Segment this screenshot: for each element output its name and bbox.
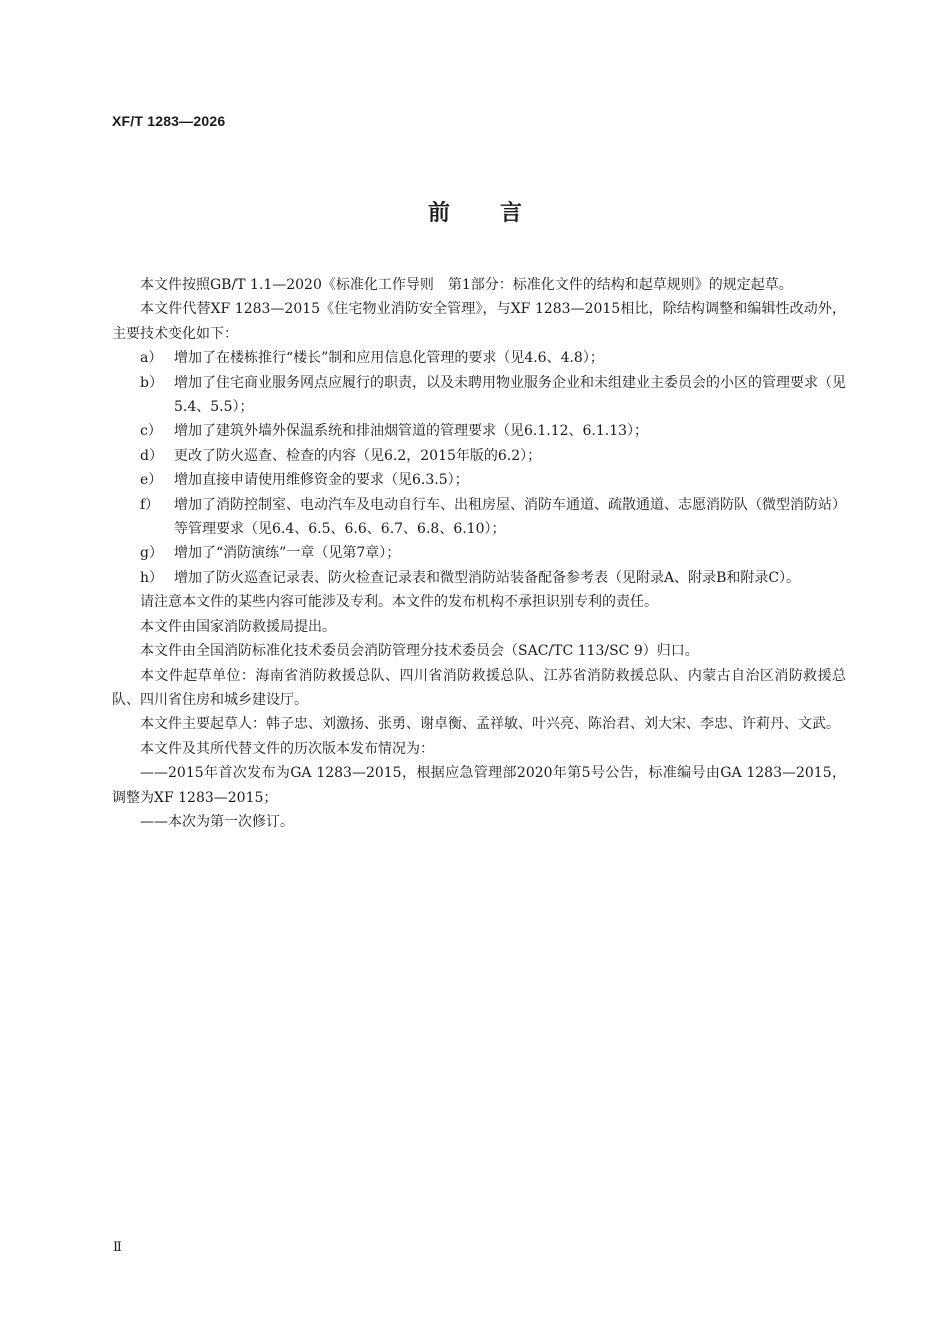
item-marker: c） xyxy=(140,423,162,440)
item-text: 增加了住宅商业服务网点应履行的职责，以及未聘用物业服务企业和未组建业主委员会的小区的管理要求（见5.4、5.5）； xyxy=(174,374,846,416)
item-marker: h） xyxy=(140,569,164,586)
item-text: 增加直接申请使用维修资金的要求（见6.3.5）； xyxy=(174,472,469,489)
page-title: 前言 xyxy=(427,201,572,226)
item-text: 增加了“消防演练”一章（见第7章）； xyxy=(174,545,401,562)
history-entry: ——2015年首次发布为GA 1283—2015，根据应急管理部2020年第5号公告，标准编号由GA 1283—2015，调整为XF 1283—2015； xyxy=(112,765,846,806)
item-marker: d） xyxy=(140,447,163,464)
item-marker: b） xyxy=(140,374,163,391)
change-item xyxy=(112,468,846,492)
paragraph-proposer: 本文件由国家消防救援局提出。 xyxy=(140,618,336,635)
item-text: 增加了防火巡查记录表、防火检查记录表和微型消防站装备配备参考表（见附录A、附录B和附录C）。 xyxy=(174,569,801,586)
item-marker: e） xyxy=(140,472,163,489)
change-item xyxy=(112,346,846,370)
change-item xyxy=(112,541,846,565)
paragraph-drafting-units: 本文件起草单位：海南省消防救援总队、四川省消防救援总队、江苏省消防救援总队、内蒙古自治区消防救援总队、四川省住房和城乡建设厅。 xyxy=(112,667,846,708)
standard-code: XF/T 1283—2026 xyxy=(112,113,226,129)
change-item xyxy=(112,493,846,542)
item-marker: f） xyxy=(140,496,160,513)
paragraph-drafting-basis: 本文件按照GB/T 1.1—2020《标准化工作导则 第1部分：标准化文件的结构和起草规则》的规定起草。 xyxy=(140,277,793,293)
paragraph-replacement: 本文件代替XF 1283—2015《住宅物业消防安全管理》，与XF 1283—2015相比，除结构调整和编辑性改动外，主要技术变化如下： xyxy=(112,301,846,342)
document-body xyxy=(112,273,846,834)
item-text: 增加了在楼栋推行“楼长”制和应用信息化管理的要求（见4.6、4.8）； xyxy=(174,350,604,367)
paragraph-version-history: 本文件及其所代替文件的历次版本发布情况为： xyxy=(140,740,434,757)
paragraph-patent-notice: 请注意本文件的某些内容可能涉及专利。本文件的发布机构不承担识别专利的责任。 xyxy=(140,594,658,611)
item-marker: g） xyxy=(140,545,163,562)
item-text: 更改了防火巡查、检查的内容（见6.2，2015年版的6.2）； xyxy=(174,447,542,464)
item-text: 增加了建筑外墙外保温系统和排油烟管道的管理要求（见6.1.12、6.1.13）； xyxy=(174,423,649,440)
item-text: 增加了消防控制室、电动汽车及电动自行车、出租房屋、消防车通道、疏散通道、志愿消防队（微型消防站）等管理要求（见6.4、6.5、6.6、6.7、6.8、6.10）； xyxy=(174,496,846,538)
change-item xyxy=(112,566,846,590)
history-entry: ——本次为第一次修订。 xyxy=(140,813,294,830)
page-number: Ⅱ xyxy=(113,1240,122,1255)
paragraph-technical-committee: 本文件由全国消防标准化技术委员会消防管理分技术委员会（SAC/TC 113/SC 9）归口。 xyxy=(140,643,699,660)
paragraph-drafters: 本文件主要起草人：韩子忠、刘激扬、张勇、谢卓衡、孟祥敏、叶兴亮、陈治君、刘大宋、李忠、许莉丹、文武。 xyxy=(140,716,840,733)
change-item xyxy=(112,444,846,468)
change-item xyxy=(112,371,846,420)
item-marker: a） xyxy=(140,350,163,367)
change-item xyxy=(112,419,846,443)
